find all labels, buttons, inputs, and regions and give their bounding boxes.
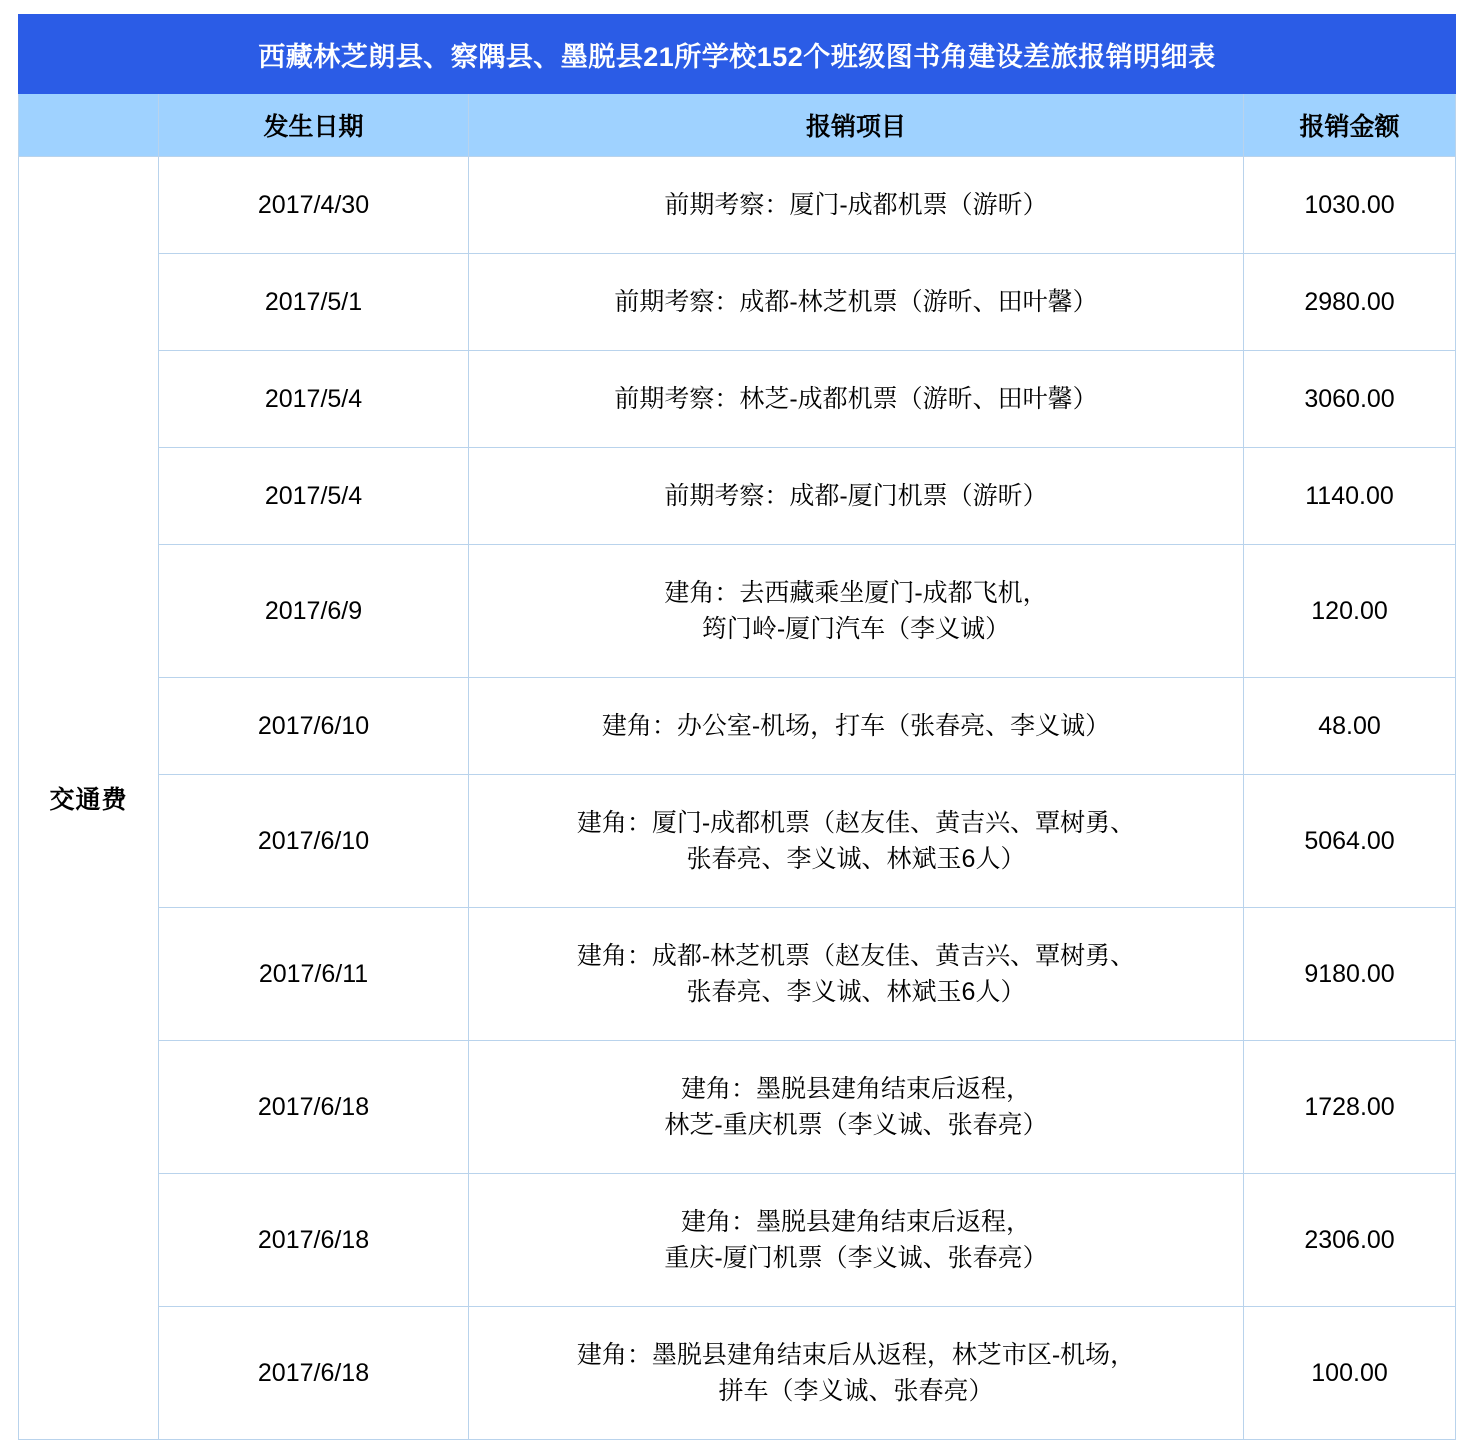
row-date: 2017/6/18	[159, 1041, 469, 1174]
row-item-line: 林芝-重庆机票（李义诚、张春亮）	[664, 1111, 1048, 1139]
row-item-line: 建角：成都-林芝机票（赵友佳、黄吉兴、覃树勇、	[576, 941, 1136, 970]
table-row	[19, 908, 1456, 1041]
row-amount: 2306.00	[1244, 1174, 1456, 1307]
row-item	[469, 678, 1244, 775]
row-amount: 5064.00	[1244, 775, 1456, 908]
header-date: 发生日期	[159, 94, 469, 157]
row-item	[469, 1174, 1244, 1307]
row-item-line: 建角：厦门-成都机票（赵友佳、黄吉兴、覃树勇、	[576, 808, 1136, 837]
row-date: 2017/6/10	[159, 775, 469, 908]
row-amount: 3060.00	[1244, 351, 1456, 448]
table-row	[19, 351, 1456, 448]
row-item-line: 建角：墨脱县建角结束后从返程，林芝市区-机场，	[576, 1340, 1136, 1369]
row-amount: 9180.00	[1244, 908, 1456, 1041]
row-item-line: 张春亮、李义诚、林斌玉6人）	[686, 978, 1026, 1006]
row-item	[469, 1307, 1244, 1440]
table-row	[19, 545, 1456, 678]
row-item-line: 建角：去西藏乘坐厦门-成都飞机，	[664, 578, 1048, 607]
row-item-line: 建角：墨脱县建角结束后返程，	[680, 1074, 1031, 1103]
row-date: 2017/6/18	[159, 1174, 469, 1307]
row-amount: 120.00	[1244, 545, 1456, 678]
row-item	[469, 908, 1244, 1041]
table-row	[19, 678, 1456, 775]
header-item: 报销项目	[469, 94, 1244, 157]
row-item	[469, 545, 1244, 678]
row-item-line: 建角：墨脱县建角结束后返程，	[680, 1207, 1031, 1236]
row-amount: 48.00	[1244, 678, 1456, 775]
row-date: 2017/5/1	[159, 254, 469, 351]
header-category	[19, 94, 159, 157]
table-row	[19, 254, 1456, 351]
table-row	[19, 1307, 1456, 1440]
row-amount: 1140.00	[1244, 448, 1456, 545]
category-cell: 交通费	[19, 157, 159, 1440]
table-row	[19, 448, 1456, 545]
page-title: 西藏林芝朗县、察隅县、墨脱县21所学校152个班级图书角建设差旅报销明细表	[19, 15, 1456, 94]
row-date: 2017/5/4	[159, 448, 469, 545]
row-date: 2017/6/18	[159, 1307, 469, 1440]
table-body	[19, 15, 1456, 1440]
row-item	[469, 1041, 1244, 1174]
row-date: 2017/6/11	[159, 908, 469, 1041]
row-item-line: 前期考察：厦门-成都机票（游昕）	[664, 190, 1048, 219]
row-item	[469, 775, 1244, 908]
title-row	[19, 15, 1456, 94]
table-row	[19, 775, 1456, 908]
row-amount: 1728.00	[1244, 1041, 1456, 1174]
expense-table	[18, 14, 1456, 1440]
row-item-line: 拼车（李义诚、张春亮）	[718, 1377, 994, 1405]
row-amount: 100.00	[1244, 1307, 1456, 1440]
row-item	[469, 448, 1244, 545]
row-item-line: 筠门岭-厦门汽车（李义诚）	[701, 615, 1011, 643]
row-item-line: 前期考察：林芝-成都机票（游昕、田叶馨）	[614, 384, 1098, 413]
row-item	[469, 157, 1244, 254]
row-date: 2017/5/4	[159, 351, 469, 448]
row-amount: 1030.00	[1244, 157, 1456, 254]
row-item-line: 前期考察：成都-林芝机票（游昕、田叶馨）	[614, 287, 1098, 316]
row-amount: 2980.00	[1244, 254, 1456, 351]
header-row	[19, 94, 1456, 157]
header-amount: 报销金额	[1244, 94, 1456, 157]
table-row	[19, 1174, 1456, 1307]
row-date: 2017/4/30	[159, 157, 469, 254]
table-row	[19, 157, 1456, 254]
row-item	[469, 351, 1244, 448]
table-row	[19, 1041, 1456, 1174]
row-item	[469, 254, 1244, 351]
row-item-line: 张春亮、李义诚、林斌玉6人）	[686, 845, 1026, 873]
row-date: 2017/6/10	[159, 678, 469, 775]
row-item-line: 建角：办公室-机场，打车（张春亮、李义诚）	[601, 711, 1111, 740]
row-item-line: 前期考察：成都-厦门机票（游昕）	[664, 481, 1048, 510]
row-item-line: 重庆-厦门机票（李义诚、张春亮）	[664, 1244, 1048, 1272]
row-date: 2017/6/9	[159, 545, 469, 678]
